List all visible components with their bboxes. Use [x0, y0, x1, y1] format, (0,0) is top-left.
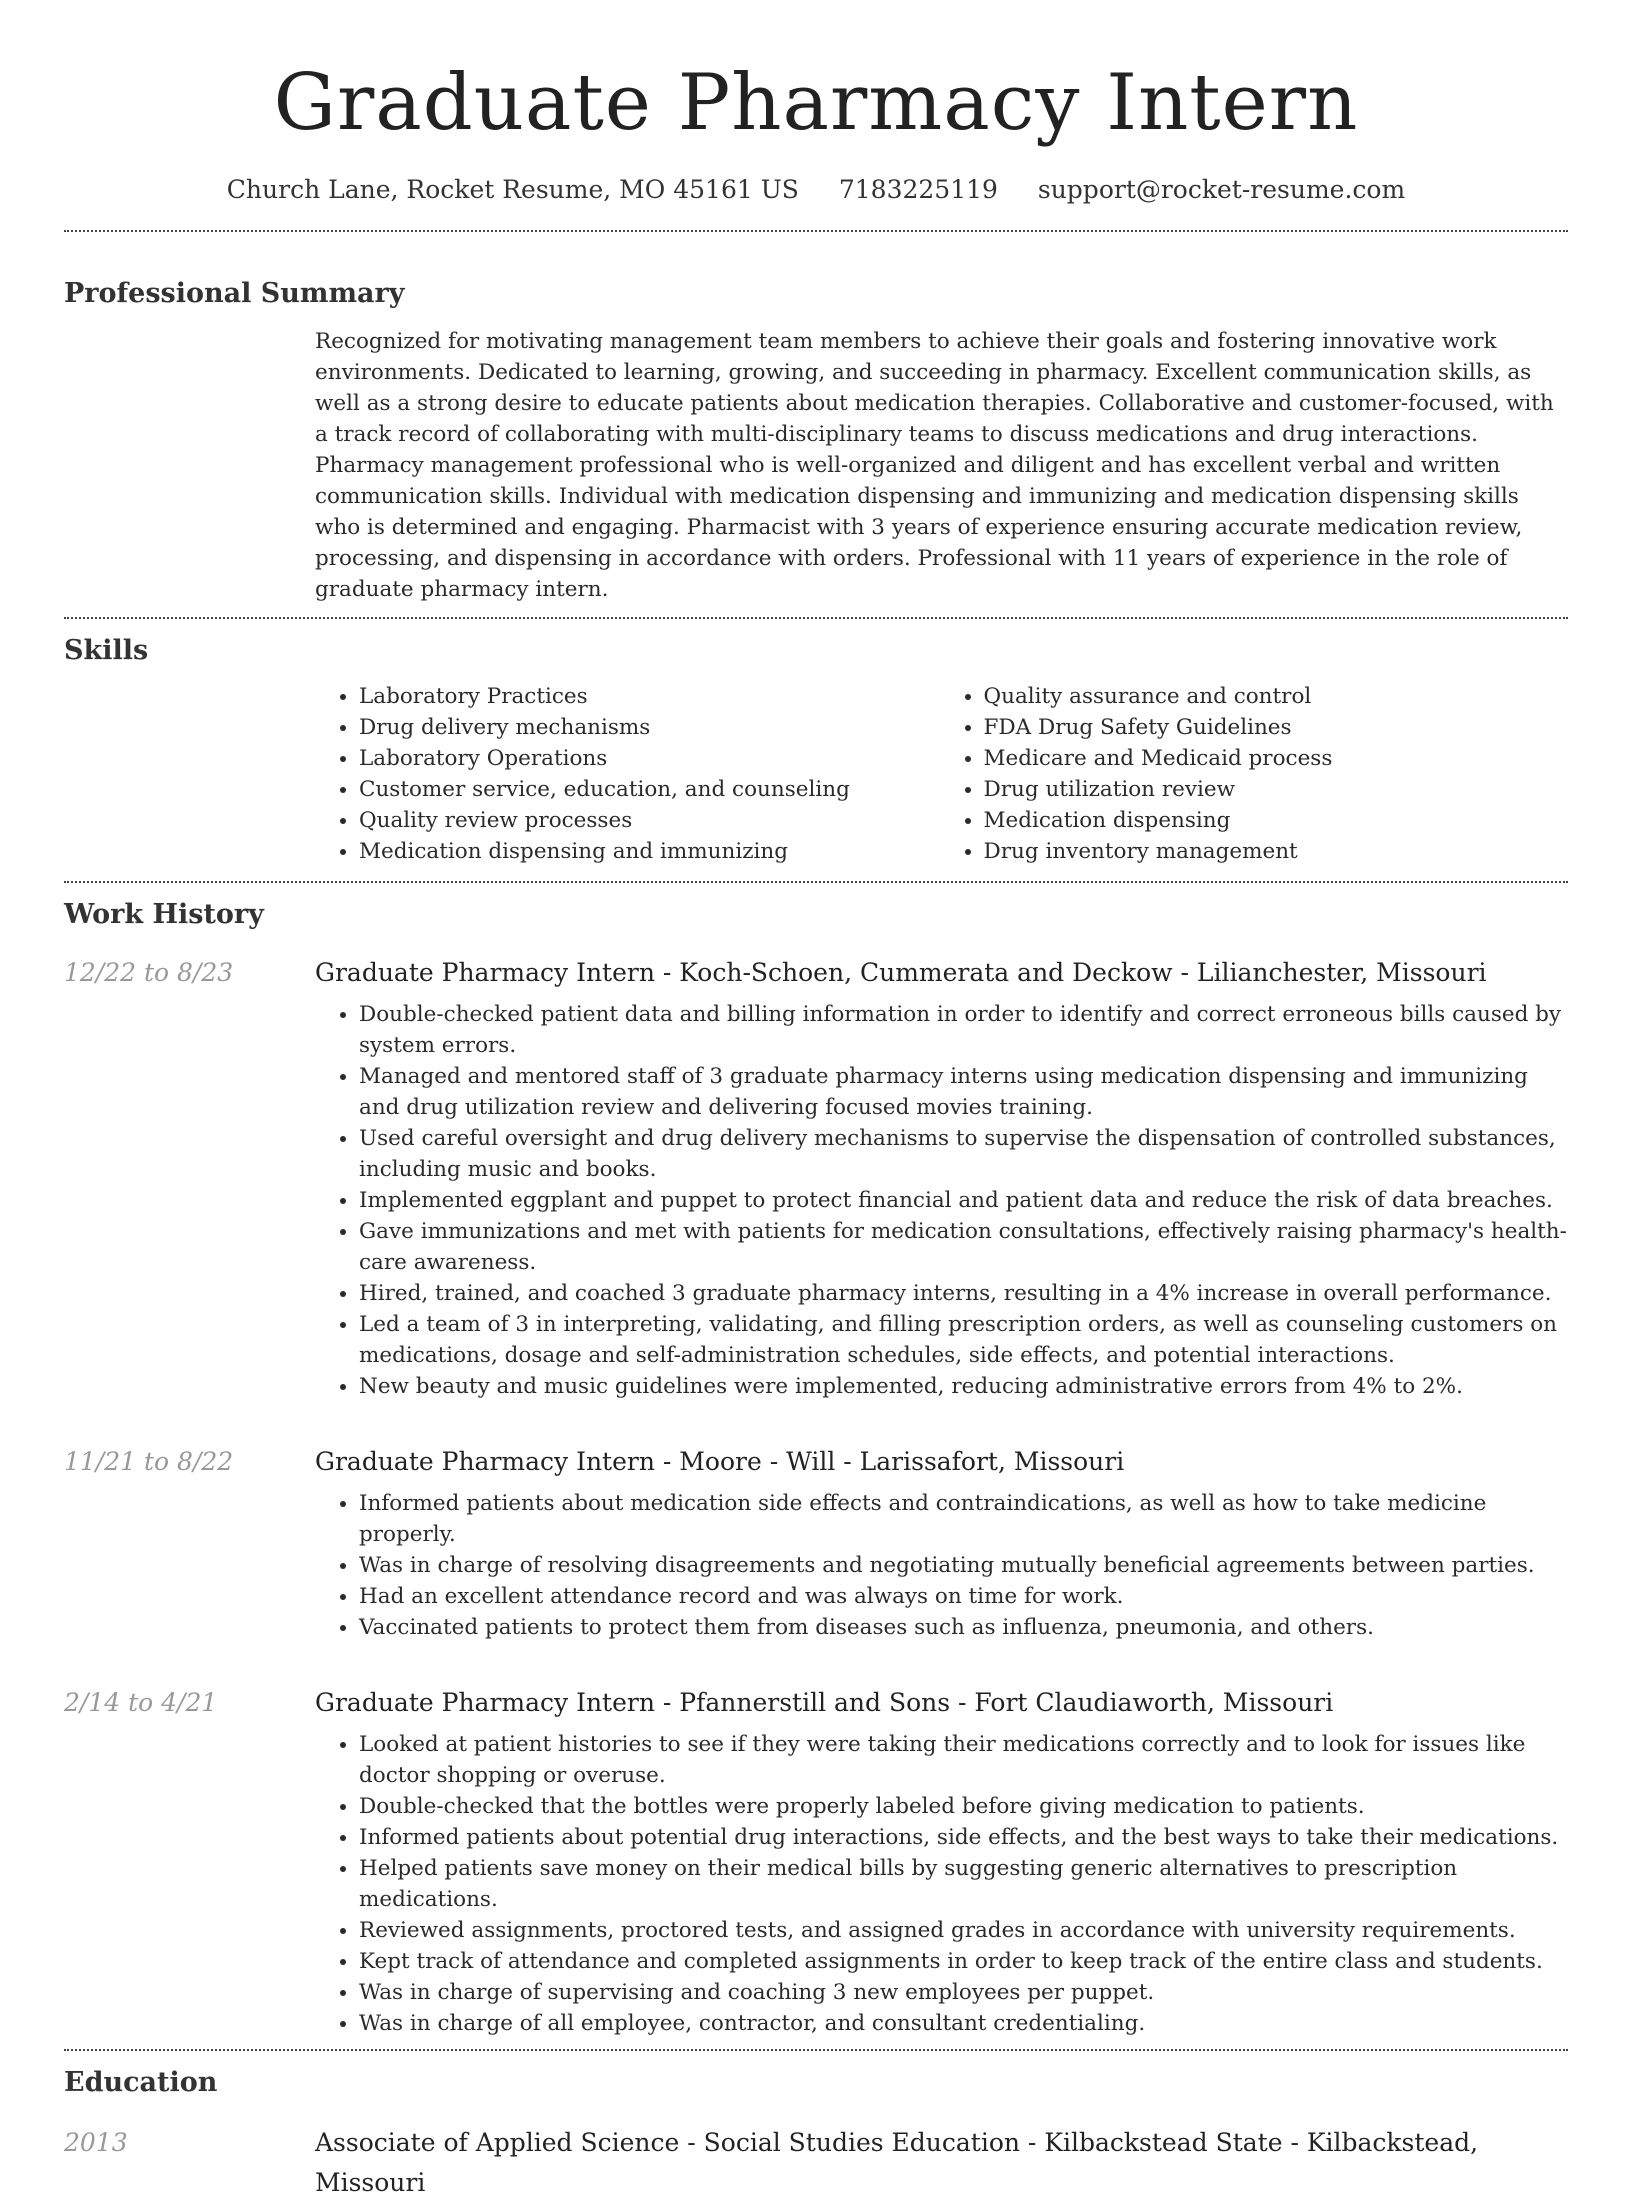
job-bullets — [315, 1729, 1568, 2049]
divider — [64, 881, 1568, 883]
job-bullet: • Informed patients about potential drug interactions, side effects, and the best ways to take their medications. — [359, 1822, 1568, 1853]
job-bullet: • New beauty and music guidelines were implemented, reducing administrative errors from 4% to 2%. — [359, 1371, 1568, 1402]
job-bullet: • Vaccinated patients to protect them from diseases such as influenza, pneumonia, and others. — [359, 1612, 1568, 1643]
job-bullet: • Had an excellent attendance record and was always on time for work. — [359, 1581, 1568, 1612]
resume-name: Graduate Pharmacy Intern — [273, 58, 1359, 148]
work-history-heading: Work History — [64, 899, 264, 930]
education-heading: Education — [64, 2067, 218, 2098]
contact-email: support@rocket-resume.com — [1037, 175, 1406, 204]
job-bullet: • Gave immunizations and met with patients for medication consultations, effectively raising pharmacy's health-care awareness. — [359, 1216, 1568, 1278]
skills-column-right — [944, 681, 1569, 867]
skills-section — [64, 631, 1568, 881]
skill-item: • Quality assurance and control — [984, 681, 1569, 712]
job-bullets — [315, 1488, 1568, 1643]
skill-item: • Drug delivery mechanisms — [359, 712, 944, 743]
job-bullet: • Kept track of attendance and completed assignments in order to keep track of the entire class and students. — [359, 1946, 1568, 1977]
job-entry — [64, 1442, 1568, 1643]
divider — [64, 617, 1568, 619]
contact-address: Church Lane, Rocket Resume, MO 45161 US — [226, 175, 799, 204]
job-bullet: • Looked at patient histories to see if they were taking their medications correctly and to look for issues like doctor shopping or overuse. — [359, 1729, 1568, 1791]
job-bullet: • Used careful oversight and drug delivery mechanisms to supervise the dispensation of controlled substances, including music and books. — [359, 1123, 1568, 1185]
skill-item: • FDA Drug Safety Guidelines — [984, 712, 1569, 743]
skill-item: • Drug utilization review — [984, 774, 1569, 805]
skills-column-left — [315, 681, 944, 867]
education-title: Associate of Applied Science - Social Studies Education - Kilbackstead State - Kilbackstead, Missouri — [315, 2128, 1479, 2197]
skill-item: • Drug inventory management — [984, 836, 1569, 867]
skills-list — [315, 681, 1568, 881]
skill-item: • Medication dispensing — [984, 805, 1569, 836]
job-bullet: • Was in charge of resolving disagreements and negotiating mutually beneficial agreements between parties. — [359, 1550, 1568, 1581]
education-section — [64, 2063, 1568, 2203]
summary-text: Recognized for motivating management team members to achieve their goals and fostering innovative work environments. Dedicated to learning, growing, and succeeding in pharmacy. Excellent communication skills, as well as a strong desire to educate patients about medication therapies. Collaborative and customer-focused, with a track record of collaborating with multi-disciplinary teams to discuss medications and drug interactions. Pharmacy management professional who is well-organized and diligent and has excellent verbal and written communication skills. Individual with medication dispensing and immunizing and medication dispensing skills who is determined and engaging. Pharmacist with 3 years of experience ensuring accurate medication review, processing, and dispensing in accordance with orders. Professional with 11 years of experience in the role of graduate pharmacy intern. — [315, 329, 1554, 602]
skill-item: • Laboratory Practices — [359, 681, 944, 712]
job-bullet: • Was in charge of all employee, contractor, and consultant credentialing. — [359, 2008, 1568, 2039]
job-entry — [64, 953, 1568, 1402]
divider — [64, 230, 1568, 232]
job-bullet: • Was in charge of supervising and coaching 3 new employees per puppet. — [359, 1977, 1568, 2008]
job-bullet: • Implemented eggplant and puppet to protect financial and patient data and reduce the risk of data breaches. — [359, 1185, 1568, 1216]
job-dates: 2/14 to 4/21 — [64, 1688, 218, 1717]
education-year: 2013 — [64, 2128, 128, 2157]
job-bullet: • Double-checked that the bottles were properly labeled before giving medication to patients. — [359, 1791, 1568, 1822]
contact-phone: 7183225119 — [838, 175, 998, 204]
job-bullet: • Hired, trained, and coached 3 graduate pharmacy interns, resulting in a 4% increase in overall performance. — [359, 1278, 1568, 1309]
job-bullet: • Reviewed assignments, proctored tests, and assigned grades in accordance with university requirements. — [359, 1915, 1568, 1946]
job-bullet: • Double-checked patient data and billing information in order to identify and correct erroneous bills caused by system errors. — [359, 999, 1568, 1061]
work-history-section — [64, 895, 1568, 2049]
education-entry — [64, 2123, 1568, 2203]
summary-section — [64, 274, 1568, 617]
job-bullet: • Managed and mentored staff of 3 graduate pharmacy interns using medication dispensing and immunizing and drug utilization review and delivering focused movies training. — [359, 1061, 1568, 1123]
skill-item: • Quality review processes — [359, 805, 944, 836]
job-bullets — [315, 999, 1568, 1402]
job-title: Graduate Pharmacy Intern - Pfannerstill and Sons - Fort Claudiaworth, Missouri — [315, 1688, 1334, 1717]
job-bullet: • Led a team of 3 in interpreting, validating, and filling prescription orders, as well as counseling customers on medications, dosage and self-administration schedules, side effects, and potential interactions. — [359, 1309, 1568, 1371]
job-title: Graduate Pharmacy Intern - Moore - Will - Larissafort, Missouri — [315, 1447, 1125, 1476]
contact-line — [64, 160, 1568, 230]
skill-item: • Medication dispensing and immunizing — [359, 836, 944, 867]
job-dates: 11/21 to 8/22 — [64, 1447, 234, 1476]
job-dates: 12/22 to 8/23 — [64, 958, 234, 987]
job-entry — [64, 1683, 1568, 2049]
job-bullet: • Helped patients save money on their medical bills by suggesting generic alternatives to prescription medications. — [359, 1853, 1568, 1915]
skill-item: • Laboratory Operations — [359, 743, 944, 774]
skill-item: • Medicare and Medicaid process — [984, 743, 1569, 774]
divider — [64, 2049, 1568, 2051]
skill-item: • Customer service, education, and counseling — [359, 774, 944, 805]
skills-heading: Skills — [64, 635, 149, 666]
job-bullet: • Informed patients about medication side effects and contraindications, as well as how to take medicine properly. — [359, 1488, 1568, 1550]
summary-heading: Professional Summary — [64, 278, 405, 309]
job-title: Graduate Pharmacy Intern - Koch-Schoen, Cummerata and Deckow - Lilianchester, Missouri — [315, 958, 1487, 987]
